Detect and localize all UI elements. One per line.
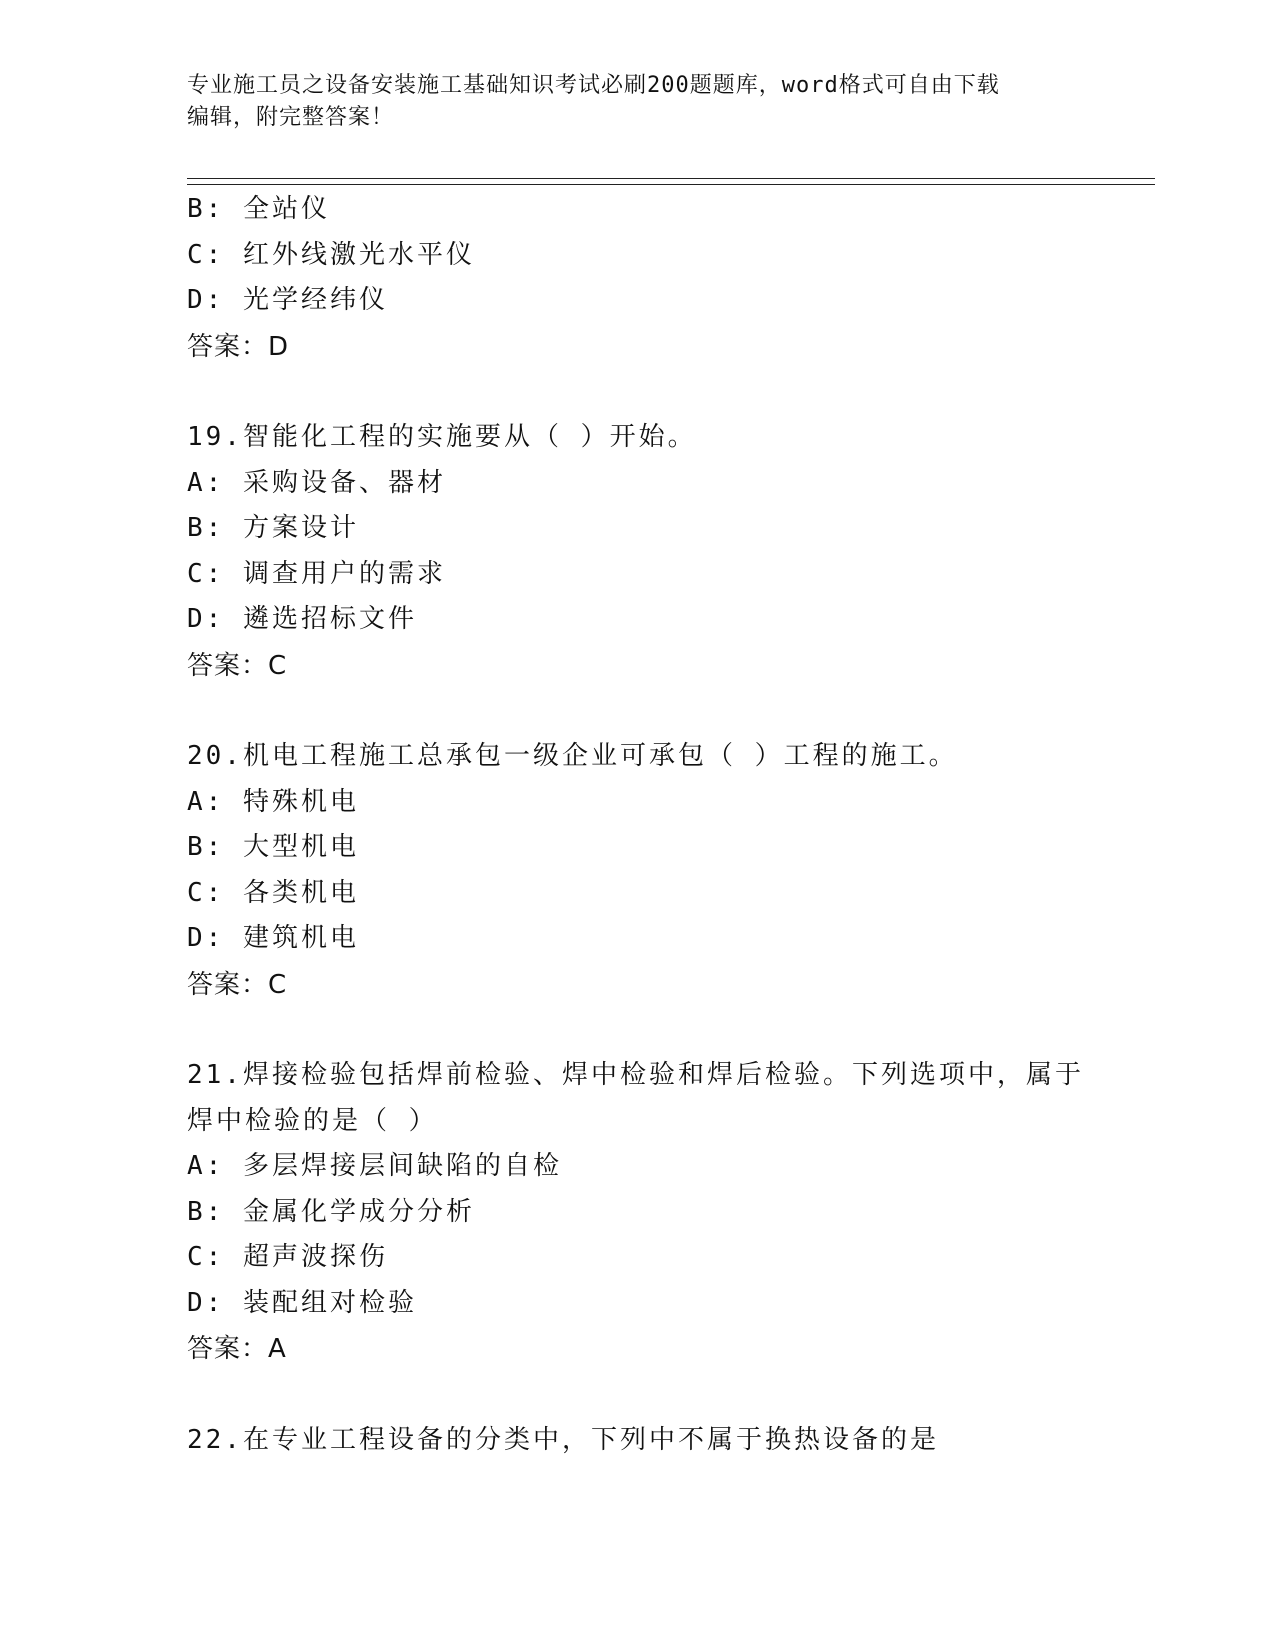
document-header <box>187 70 1067 134</box>
document-body <box>187 187 1087 1463</box>
question-text-line-2: 焊中检验的是（ ） <box>187 1105 438 1136</box>
option-d: D: 装配组对检验 <box>187 1287 417 1318</box>
question-22 <box>187 1418 1087 1464</box>
question-18 <box>187 187 1087 370</box>
question-text-line-1: 21.焊接检验包括焊前检验、焊中检验和焊后检验。下列选项中，属于 <box>187 1060 1084 1090</box>
option-a: A: 多层焊接层间缺陷的自检 <box>187 1151 562 1181</box>
question-text: 22.在专业工程设备的分类中，下列中不属于换热设备的是 <box>187 1424 939 1455</box>
option-b: B: 大型机电 <box>187 832 359 862</box>
option-c: C: 红外线激光水平仪 <box>187 239 475 270</box>
header-divider-bottom <box>187 184 1155 185</box>
option-d: D: 光学经纬仪 <box>187 285 388 315</box>
option-b: B: 全站仪 <box>187 194 330 224</box>
option-c: C: 超声波探伤 <box>187 1242 388 1272</box>
option-c: C: 各类机电 <box>187 877 359 908</box>
header-line-2: 编辑，附完整答案！ <box>187 105 395 130</box>
question-19 <box>187 415 1087 689</box>
answer: 答案：A <box>187 1334 287 1364</box>
option-d: D: 建筑机电 <box>187 923 359 953</box>
question-text: 19.智能化工程的实施要从（ ）开始。 <box>187 422 697 452</box>
option-a: A: 特殊机电 <box>187 786 359 817</box>
option-a: A: 采购设备、器材 <box>187 467 446 498</box>
option-c: C: 调查用户的需求 <box>187 558 446 589</box>
answer: 答案：C <box>187 650 288 681</box>
header-line-1: 专业施工员之设备安装施工基础知识考试必刷200题题库，word格式可自由下载 <box>187 73 1000 98</box>
answer: 答案：C <box>187 969 288 1000</box>
header-divider-top <box>187 178 1155 179</box>
option-b: B: 金属化学成分分析 <box>187 1196 475 1227</box>
question-text: 20.机电工程施工总承包一级企业可承包（ ）工程的施工。 <box>187 741 958 771</box>
question-20 <box>187 734 1087 1008</box>
question-21 <box>187 1053 1087 1372</box>
option-b: B: 方案设计 <box>187 513 359 543</box>
option-d: D: 遴选招标文件 <box>187 604 417 634</box>
answer: 答案：D <box>187 331 290 362</box>
